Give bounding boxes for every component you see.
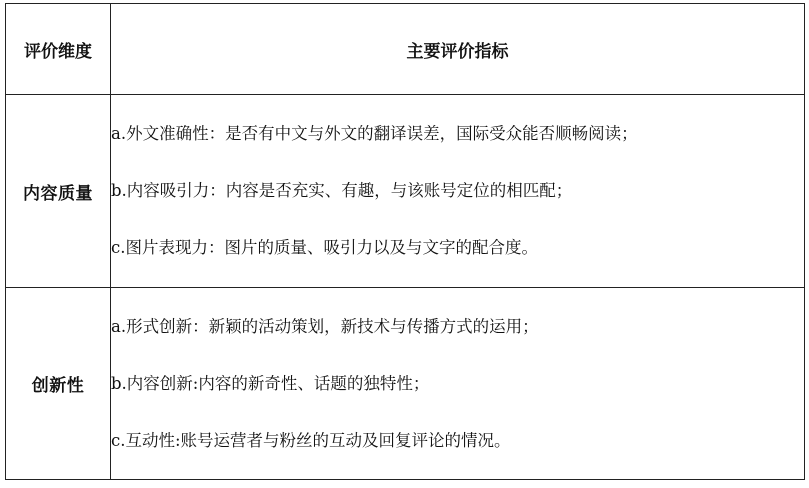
dimension-cell: 内容质量 (6, 95, 111, 288)
table-row (6, 288, 805, 480)
indicator-item: c.图片表现力：图片的质量、吸引力以及与文字的配合度。 (111, 238, 538, 257)
indicators-cell (111, 95, 805, 288)
dimension-cell: 创新性 (6, 288, 111, 480)
indicator-item: b.内容创新:内容的新奇性、话题的独特性； (111, 373, 430, 393)
indicator-item: a.形式创新：新颖的活动策划，新技术与传播方式的运用； (111, 316, 539, 336)
table-header-row (6, 4, 805, 95)
header-indicators: 主要评价指标 (111, 4, 805, 95)
indicator-item: a.外文准确性：是否有中文与外文的翻译误差，国际受众能否顺畅阅读； (111, 124, 638, 143)
indicator-item: b.内容吸引力：内容是否充实、有趣，与该账号定位的相匹配； (111, 181, 573, 200)
header-dimension: 评价维度 (6, 4, 111, 95)
evaluation-table (5, 3, 805, 480)
indicators-cell (111, 288, 805, 480)
indicator-item: c.互动性:账号运营者与粉丝的互动及回复评论的情况。 (111, 430, 511, 450)
table-row (6, 95, 805, 288)
